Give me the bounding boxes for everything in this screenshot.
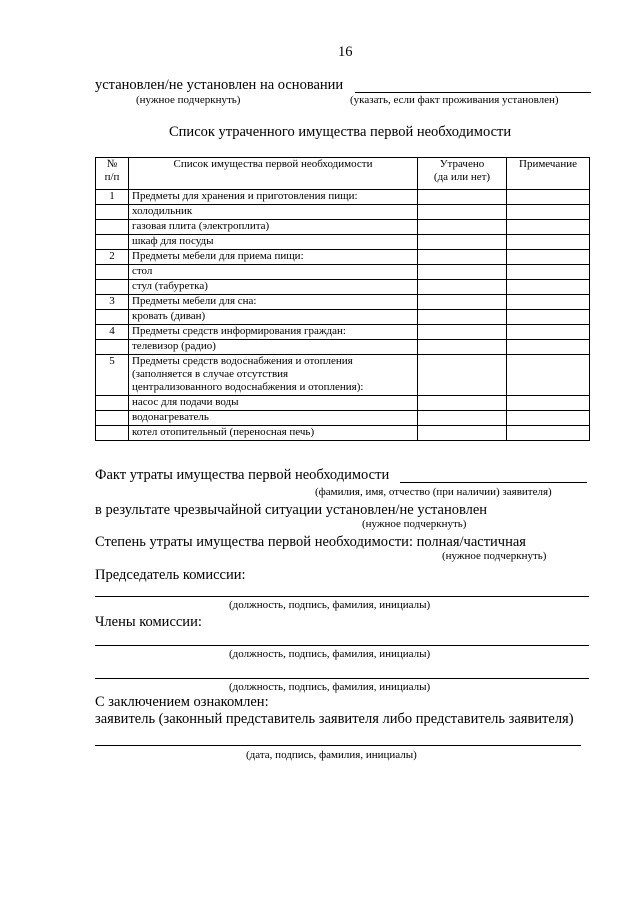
row-item: газовая плита (электроплита) <box>129 220 418 235</box>
row-number <box>96 265 129 280</box>
degree-label: Степень утраты имущества первой необходимости: полная/частичная <box>95 534 526 550</box>
table-row <box>96 250 590 265</box>
row-item: котел отопительный (переносная печь) <box>129 426 418 441</box>
row-note <box>507 426 590 441</box>
property-table <box>95 157 590 441</box>
row-lost <box>418 220 507 235</box>
row-number <box>96 340 129 355</box>
table-row <box>96 340 590 355</box>
fact-hint: (фамилия, имя, отчество (при наличии) заявителя) <box>315 486 552 498</box>
applicant-label: заявитель (законный представитель заявителя либо представитель заявителя) <box>95 711 574 727</box>
row-item: Предметы для хранения и приготовления пищи: <box>129 190 418 205</box>
row-number <box>96 205 129 220</box>
row-note <box>507 295 590 310</box>
row-lost <box>418 325 507 340</box>
basis-underline <box>355 92 591 93</box>
row-note <box>507 235 590 250</box>
row-lost <box>418 205 507 220</box>
row-item: Предметы средств информирования граждан: <box>129 325 418 340</box>
row-number: 4 <box>96 325 129 340</box>
row-number: 5 <box>96 355 129 396</box>
header-number: № п/п <box>96 158 129 190</box>
table-row <box>96 265 590 280</box>
row-number <box>96 426 129 441</box>
fact-hint2: (нужное подчеркнуть) <box>362 518 467 530</box>
members-hint-1: (должность, подпись, фамилия, инициалы) <box>229 648 431 660</box>
row-item: стул (табуретка) <box>129 280 418 295</box>
table-row <box>96 205 590 220</box>
table-row <box>96 190 590 205</box>
basis-line-label: установлен/не установлен на основании <box>95 77 344 93</box>
row-lost <box>418 355 507 396</box>
row-note <box>507 310 590 325</box>
row-note <box>507 396 590 411</box>
row-note <box>507 205 590 220</box>
fact-result: в результате чрезвычайной ситуации установлен/не установлен <box>95 502 488 518</box>
table-row <box>96 355 590 396</box>
members-line-1 <box>95 645 589 646</box>
table-row <box>96 235 590 250</box>
row-note <box>507 220 590 235</box>
row-item: стол <box>129 265 418 280</box>
row-number <box>96 220 129 235</box>
fact-underline <box>400 482 587 483</box>
basis-hint-right: (указать, если факт проживания установлен) <box>350 94 559 106</box>
chairman-line <box>95 596 589 597</box>
applicant-line <box>95 745 581 746</box>
row-lost <box>418 411 507 426</box>
header-note: Примечание <box>507 158 590 190</box>
row-note <box>507 411 590 426</box>
row-item: Предметы мебели для сна: <box>129 295 418 310</box>
row-item: холодильник <box>129 205 418 220</box>
chairman-label: Председатель комиссии: <box>95 567 246 583</box>
row-lost <box>418 250 507 265</box>
row-number <box>96 235 129 250</box>
table-row <box>96 220 590 235</box>
basis-hint-left: (нужное подчеркнуть) <box>136 94 241 106</box>
row-note <box>507 325 590 340</box>
row-note <box>507 190 590 205</box>
row-lost <box>418 340 507 355</box>
row-note <box>507 340 590 355</box>
acquainted-label: С заключением ознакомлен: <box>95 694 269 710</box>
degree-hint: (нужное подчеркнуть) <box>442 550 547 562</box>
members-hint-2: (должность, подпись, фамилия, инициалы) <box>229 681 431 693</box>
members-line-2 <box>95 678 589 679</box>
table-row <box>96 325 590 340</box>
row-lost <box>418 396 507 411</box>
row-number <box>96 411 129 426</box>
table-row <box>96 396 590 411</box>
row-lost <box>418 280 507 295</box>
row-number <box>96 396 129 411</box>
table-row <box>96 426 590 441</box>
row-lost <box>418 265 507 280</box>
page-number: 16 <box>338 44 353 60</box>
row-number: 1 <box>96 190 129 205</box>
row-item: Предметы средств водоснабжения и отопления (заполняется в случае отсутствия централизованного водоснабжения и отопления): <box>129 355 418 396</box>
table-row <box>96 411 590 426</box>
row-number: 3 <box>96 295 129 310</box>
row-item: шкаф для посуды <box>129 235 418 250</box>
fact-label: Факт утраты имущества первой необходимости <box>95 467 390 483</box>
table-row <box>96 280 590 295</box>
row-number <box>96 280 129 295</box>
row-note <box>507 280 590 295</box>
row-note <box>507 265 590 280</box>
row-item: Предметы мебели для приема пищи: <box>129 250 418 265</box>
row-lost <box>418 190 507 205</box>
applicant-hint: (дата, подпись, фамилия, инициалы) <box>246 749 417 761</box>
row-lost <box>418 235 507 250</box>
table-row <box>96 295 590 310</box>
row-note <box>507 250 590 265</box>
row-number: 2 <box>96 250 129 265</box>
table-body <box>96 190 590 441</box>
table-row <box>96 310 590 325</box>
row-note <box>507 355 590 396</box>
row-item: телевизор (радио) <box>129 340 418 355</box>
row-lost <box>418 310 507 325</box>
row-lost <box>418 426 507 441</box>
chairman-hint: (должность, подпись, фамилия, инициалы) <box>229 599 431 611</box>
row-number <box>96 310 129 325</box>
row-item: водонагреватель <box>129 411 418 426</box>
document-title: Список утраченного имущества первой необходимости <box>169 124 512 140</box>
members-label: Члены комиссии: <box>95 614 202 630</box>
row-lost <box>418 295 507 310</box>
header-item: Список имущества первой необходимости <box>129 158 418 190</box>
row-item: насос для подачи воды <box>129 396 418 411</box>
header-lost: Утрачено (да или нет) <box>418 158 507 190</box>
row-item: кровать (диван) <box>129 310 418 325</box>
